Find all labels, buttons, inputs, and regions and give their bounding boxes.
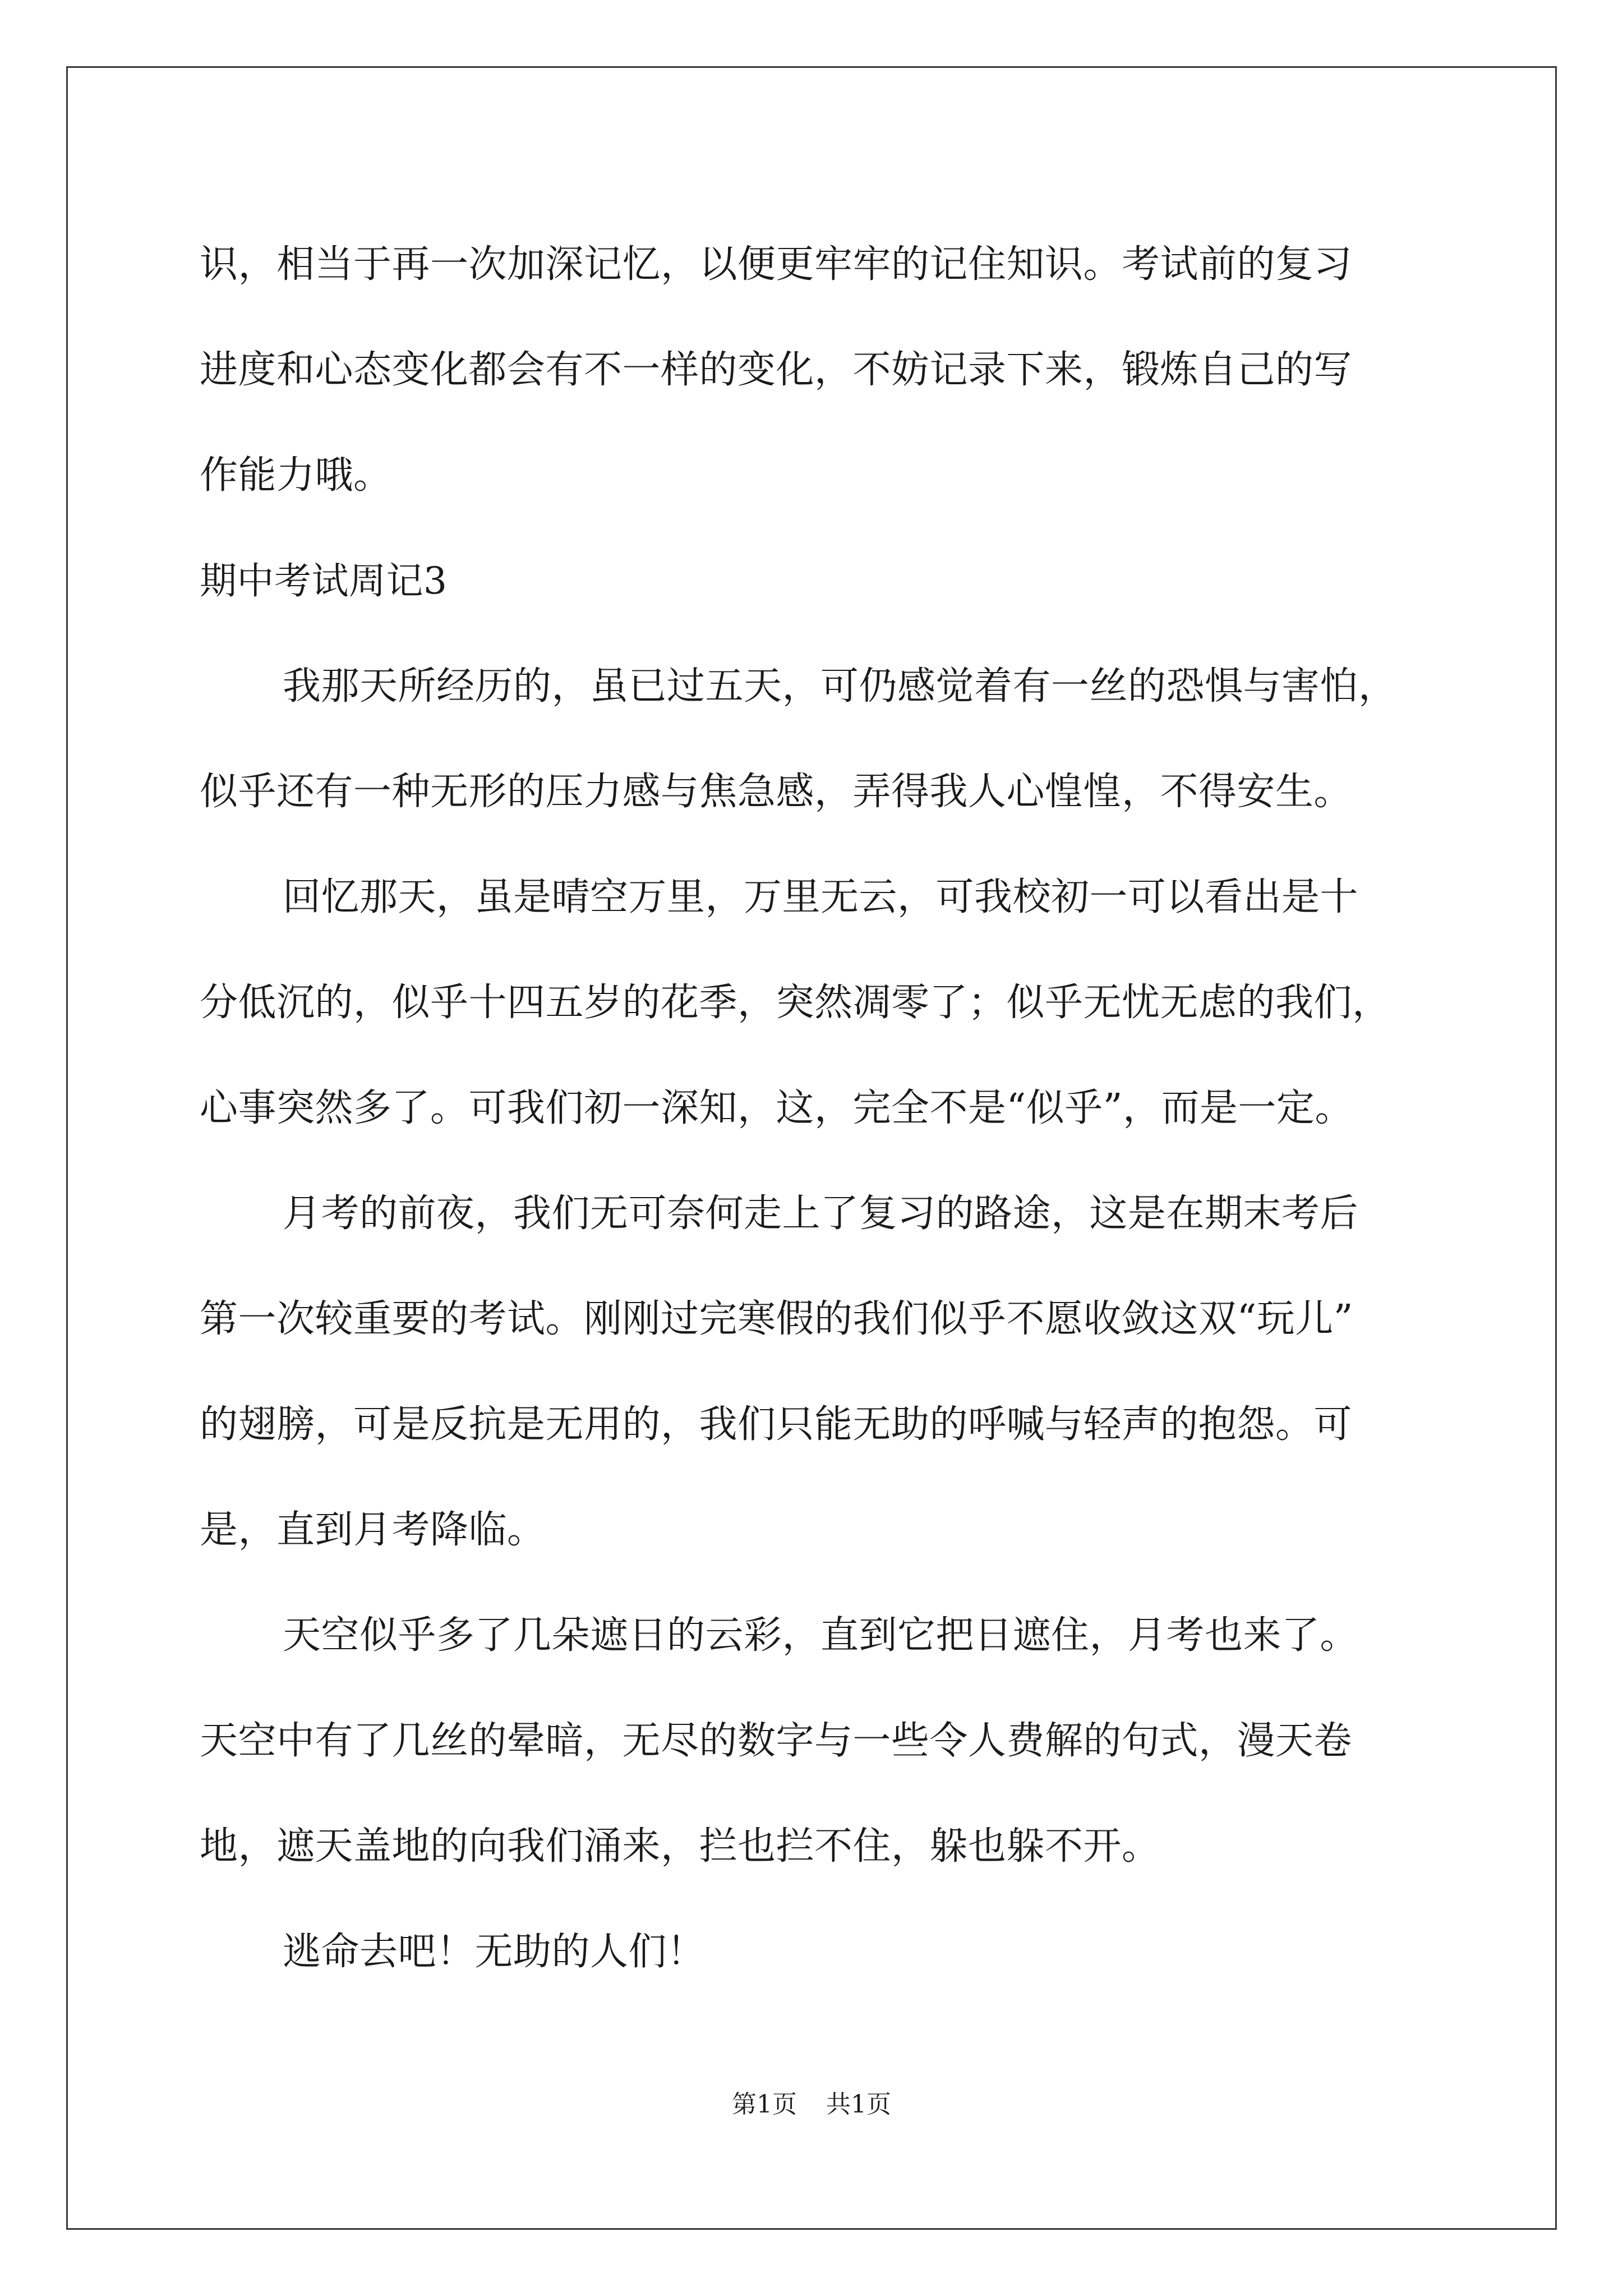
text-line: 心事突然多了。可我们初一深知，这，完全不是“似乎”，而是一定。 — [200, 1086, 1354, 1130]
text-line: 进度和心态变化都会有不一样的变化，不妨记录下来，锻炼自己的写 — [200, 348, 1353, 392]
text-line: 识，相当于再一次加深记忆，以便更牢牢的记住知识。考试前的复习 — [200, 242, 1353, 287]
page-number-total: 共1页 — [826, 2090, 891, 2119]
paragraph-first-line: 逃命去吧！无助的人们！ — [283, 1930, 706, 1974]
text-line: 第一次较重要的考试。刚刚过完寒假的我们似乎不愿收敛这双“玩儿” — [200, 1297, 1354, 1341]
page-number-current: 第1页 — [732, 2090, 797, 2119]
paragraph-first-line: 我那天所经历的，虽已过五天，可仍感觉着有一丝的恐惧与害怕， — [283, 664, 1397, 708]
text-line: 天空中有了几丝的晕暗，无尽的数字与一些令人费解的句式，漫天卷 — [200, 1719, 1353, 1763]
text-line: 作能力哦。 — [200, 453, 392, 498]
document-body — [200, 212, 1428, 2005]
page-footer — [0, 2088, 1623, 2122]
text-line: 地，遮天盖地的向我们涌来，拦也拦不住，躲也躲不开。 — [200, 1824, 1160, 1869]
paragraph-first-line: 天空似乎多了几朵遮日的云彩，直到它把日遮住，月考也来了。 — [283, 1613, 1359, 1658]
text-line: 分低沉的，似乎十四五岁的花季，突然凋零了；似乎无忧无虑的我们， — [200, 981, 1391, 1025]
paragraph-first-line: 回忆那天，虽是晴空万里，万里无云，可我校初一可以看出是十 — [283, 875, 1359, 919]
section-heading: 期中考试周记3 — [200, 559, 448, 602]
text-line: 的翅膀，可是反抗是无用的，我们只能无助的呼喊与轻声的抱怨。可 — [200, 1402, 1353, 1447]
text-line: 似乎还有一种无形的压力感与焦急感，弄得我人心惶惶，不得安生。 — [200, 770, 1353, 814]
paragraph-first-line: 月考的前夜，我们无可奈何走上了复习的路途，这是在期末考后 — [283, 1191, 1359, 1236]
text-line: 是，直到月考降临。 — [200, 1508, 546, 1552]
